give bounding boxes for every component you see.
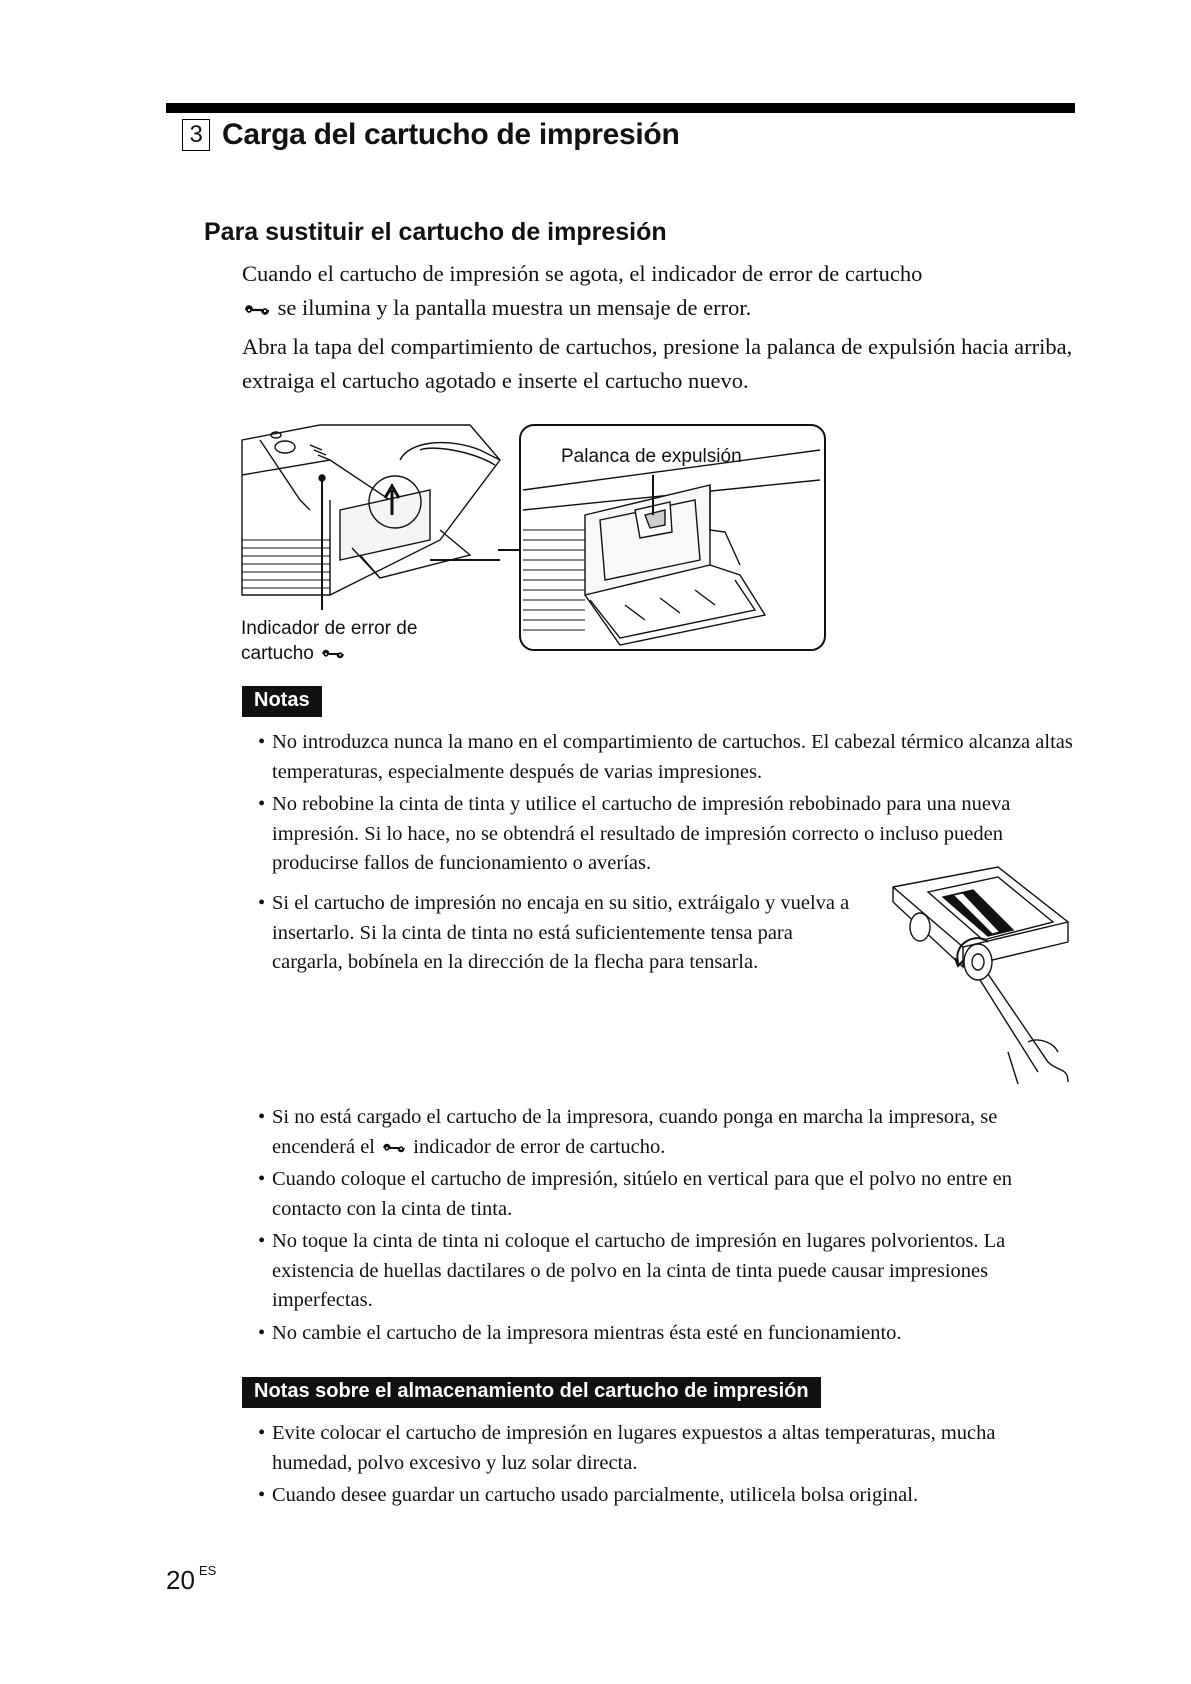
note-item: • No introduzca nunca la mano en el compartimiento de cartuchos. El cabezal térmico alcanza altas temperaturas, especialmente después de varias impresiones. — [258, 728, 1073, 787]
top-rule — [166, 103, 1075, 113]
section-subtitle: Para sustituir el cartucho de impresión — [204, 218, 667, 246]
note-item: • Cuando desee guardar un cartucho usado parcialmente, utilicela bolsa original. — [258, 1481, 1073, 1511]
label-cartridge-indicator — [241, 616, 417, 666]
page-number-value: 20 — [166, 1565, 195, 1595]
cartridge-illustration — [888, 862, 1078, 1087]
storage-notes-list — [258, 1419, 1073, 1514]
page-number — [166, 1565, 216, 1596]
notes-list-cartridge — [258, 889, 858, 981]
storage-notes-badge: Notas sobre el almacenamiento del cartucho de impresión — [242, 1377, 821, 1408]
paragraph-1-part-a: Cuando el cartucho de impresión se agota, el indicador de error de cartucho — [242, 261, 923, 286]
label-indicator-line1: Indicador de error de — [241, 618, 418, 639]
paragraph-1 — [242, 257, 1092, 325]
note-item-4-part-a: Si no está cargado el cartucho de la impresora, cuando ponga en marcha la impresora, se encenderá el — [272, 1106, 998, 1158]
note-item: • Evite colocar el cartucho de impresión en lugares expuestos a altas temperaturas, mucha humedad, polvo excesivo y luz solar directa. — [258, 1419, 1073, 1478]
note-item-4-part-b: indicador de error de cartucho. — [413, 1135, 666, 1158]
page-language: ES — [198, 1563, 217, 1578]
step-number: 3 — [182, 119, 210, 151]
paragraph-1-part-b: se ilumina y la pantalla muestra un mensaje de error. — [277, 295, 752, 320]
cartridge-error-icon — [319, 646, 347, 662]
note-item: • Si el cartucho de impresión no encaja en su sitio, extráigalo y vuelva a insertarlo. Si la cinta de tinta no está suficientemente tensa para cargarla, bobínela en la dirección de la flecha para tensarla. — [258, 889, 858, 978]
page-title — [182, 118, 680, 152]
notes-list-top — [258, 728, 1073, 882]
label-eject-lever: Palanca de expulsión — [561, 446, 742, 467]
notes-badge: Notas — [242, 686, 322, 717]
label-indicator-line2: cartucho — [241, 643, 314, 664]
note-item: • No toque la cinta de tinta ni coloque el cartucho de impresión en lugares polvorientos. La existencia de huellas dactilares o de polvo en la cinta de tinta puede causar impresiones imperfectas. — [258, 1227, 1073, 1316]
note-item: • No cambie el cartucho de la impresora mientras ésta esté en funcionamiento. — [258, 1319, 1073, 1349]
cartridge-error-icon — [380, 1140, 408, 1156]
note-item — [258, 1103, 1073, 1162]
notes-list-bottom — [258, 1103, 1073, 1351]
cartridge-error-icon — [242, 301, 272, 319]
note-item: • Cuando coloque el cartucho de impresión, sitúelo en vertical para que el polvo no entre en contacto con la cinta de tinta. — [258, 1165, 1073, 1224]
note-item: • No rebobine la cinta de tinta y utilice el cartucho de impresión rebobinado para una nueva impresión. Si lo hace, no se obtendrá el resultado de impresión correcto o incluso pueden producirse fallos de funcionamiento o averías. — [258, 790, 1073, 879]
paragraph-2: Abra la tapa del compartimiento de cartuchos, presione la palanca de expulsión hacia arriba, extraiga el cartucho agotado e inserte el cartucho nuevo. — [242, 334, 1073, 393]
title-text: Carga del cartucho de impresión — [222, 118, 680, 151]
